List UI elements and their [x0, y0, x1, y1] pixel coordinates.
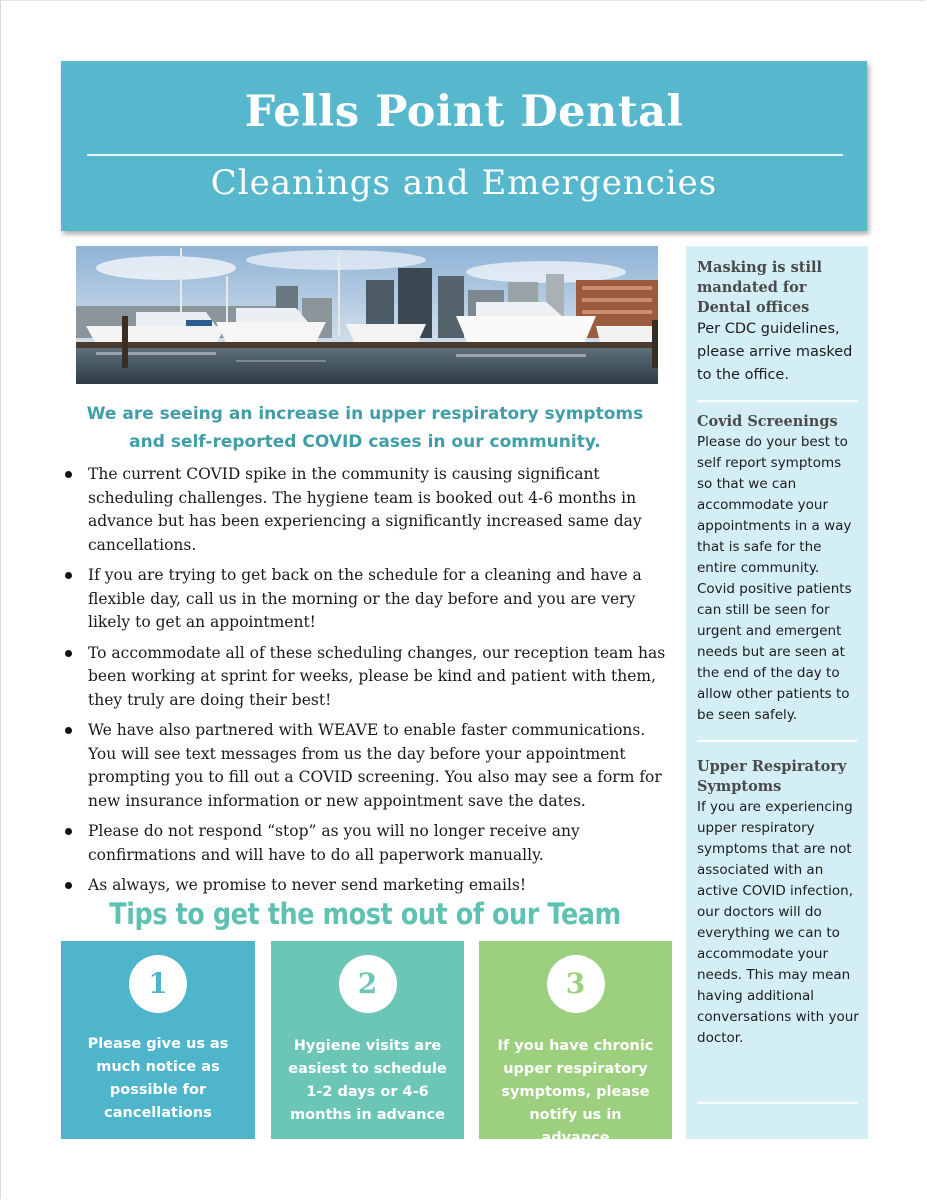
sidebar-heading: Covid Screenings: [697, 413, 838, 430]
sidebar-section-masking: [697, 258, 859, 387]
page-subtitle: Cleanings and Emergencies: [210, 163, 718, 203]
sidebar-heading: Upper Respiratory Symptoms: [697, 758, 847, 795]
sidebar-body: Please do your best to self report symptoms so that we can accommodate your appointments in a way that is safe for the entire community. Covid positive patients can still be seen for urgent and emergent needs but are seen at the end of the day to allow other patients to be seen safely.: [697, 434, 852, 723]
tip-number-badge: 1: [129, 955, 187, 1013]
sidebar-section-screenings: [697, 412, 859, 726]
list-item: [62, 820, 672, 867]
sidebar-body: If you are experiencing upper respiratory symptoms that are not associated with an active COVID infection, our doctors will do everything we can to accommodate your needs. This may mean having additional conversations with your doctor.: [697, 799, 859, 1046]
bullet-icon: [65, 650, 72, 657]
header-divider: [87, 154, 843, 156]
tip-text: Hygiene visits are easiest to schedule 1-2 days or 4-6 months in advance: [288, 1038, 447, 1123]
tip-number-badge: 3: [547, 955, 605, 1013]
sidebar-heading: Masking is still mandated for Dental offices: [697, 259, 822, 316]
harbor-photo: [76, 246, 658, 384]
bullet-text: The current COVID spike in the community is causing significant scheduling challenges. The hygiene team is booked out 4-6 months in advance but has been experiencing a significantly increased same day cancellations.: [88, 465, 642, 554]
sidebar: [686, 246, 868, 1139]
list-item: [62, 564, 672, 635]
bullet-icon: [65, 572, 72, 579]
bullet-text: To accommodate all of these scheduling changes, our reception team has been working at sprint for weeks, please be kind and patient with them, they truly are doing their best!: [88, 643, 666, 709]
list-item: [62, 719, 672, 813]
bullet-text: We have also partnered with WEAVE to enable faster communications. You will see text messages from us the day before your appointment prompting you to fill out a COVID screening. You also may see a form for new insurance information or new appointment save the dates.: [88, 721, 662, 810]
bullet-text: If you are trying to get back on the schedule for a cleaning and have a flexible day, call us in the morning or the day before and you are very likely to get an appointment!: [88, 566, 642, 631]
sidebar-divider: [697, 740, 857, 742]
tip-number-badge: 2: [339, 955, 397, 1013]
list-item: [62, 463, 672, 557]
tip-card-1: [61, 941, 255, 1139]
bullet-icon: [65, 727, 72, 734]
sidebar-body: Per CDC guidelines, please arrive masked to the office.: [697, 321, 853, 383]
sidebar-section-respiratory: [697, 757, 859, 1049]
headline-notice: We are seeing an increase in upper respiratory symptoms and self-reported COVID cases in our community.: [86, 404, 644, 452]
tip-card-3: [479, 941, 672, 1146]
list-item: [62, 642, 672, 713]
bullet-icon: [65, 471, 72, 478]
sidebar-divider: [697, 400, 857, 402]
header-banner: [61, 61, 867, 231]
tip-text: If you have chronic upper respiratory symptoms, please notify us in advance: [497, 1038, 654, 1146]
list-item: [62, 874, 672, 898]
tip-text: Please give us as much notice as possible for cancellations: [87, 1036, 229, 1121]
tip-card-2: [271, 941, 464, 1139]
bullet-text: Please do not respond “stop” as you will no longer receive any confirmations and will have to do all paperwork manually.: [88, 822, 580, 864]
bullet-list: [62, 463, 672, 905]
page-title: Fells Point Dental: [244, 87, 684, 137]
sidebar-divider: [697, 1102, 857, 1104]
bullet-text: As always, we promise to never send marketing emails!: [88, 876, 527, 894]
bullet-icon: [65, 828, 72, 835]
bullet-icon: [65, 882, 72, 889]
tips-heading: Tips to get the most out of our Team: [109, 897, 621, 931]
